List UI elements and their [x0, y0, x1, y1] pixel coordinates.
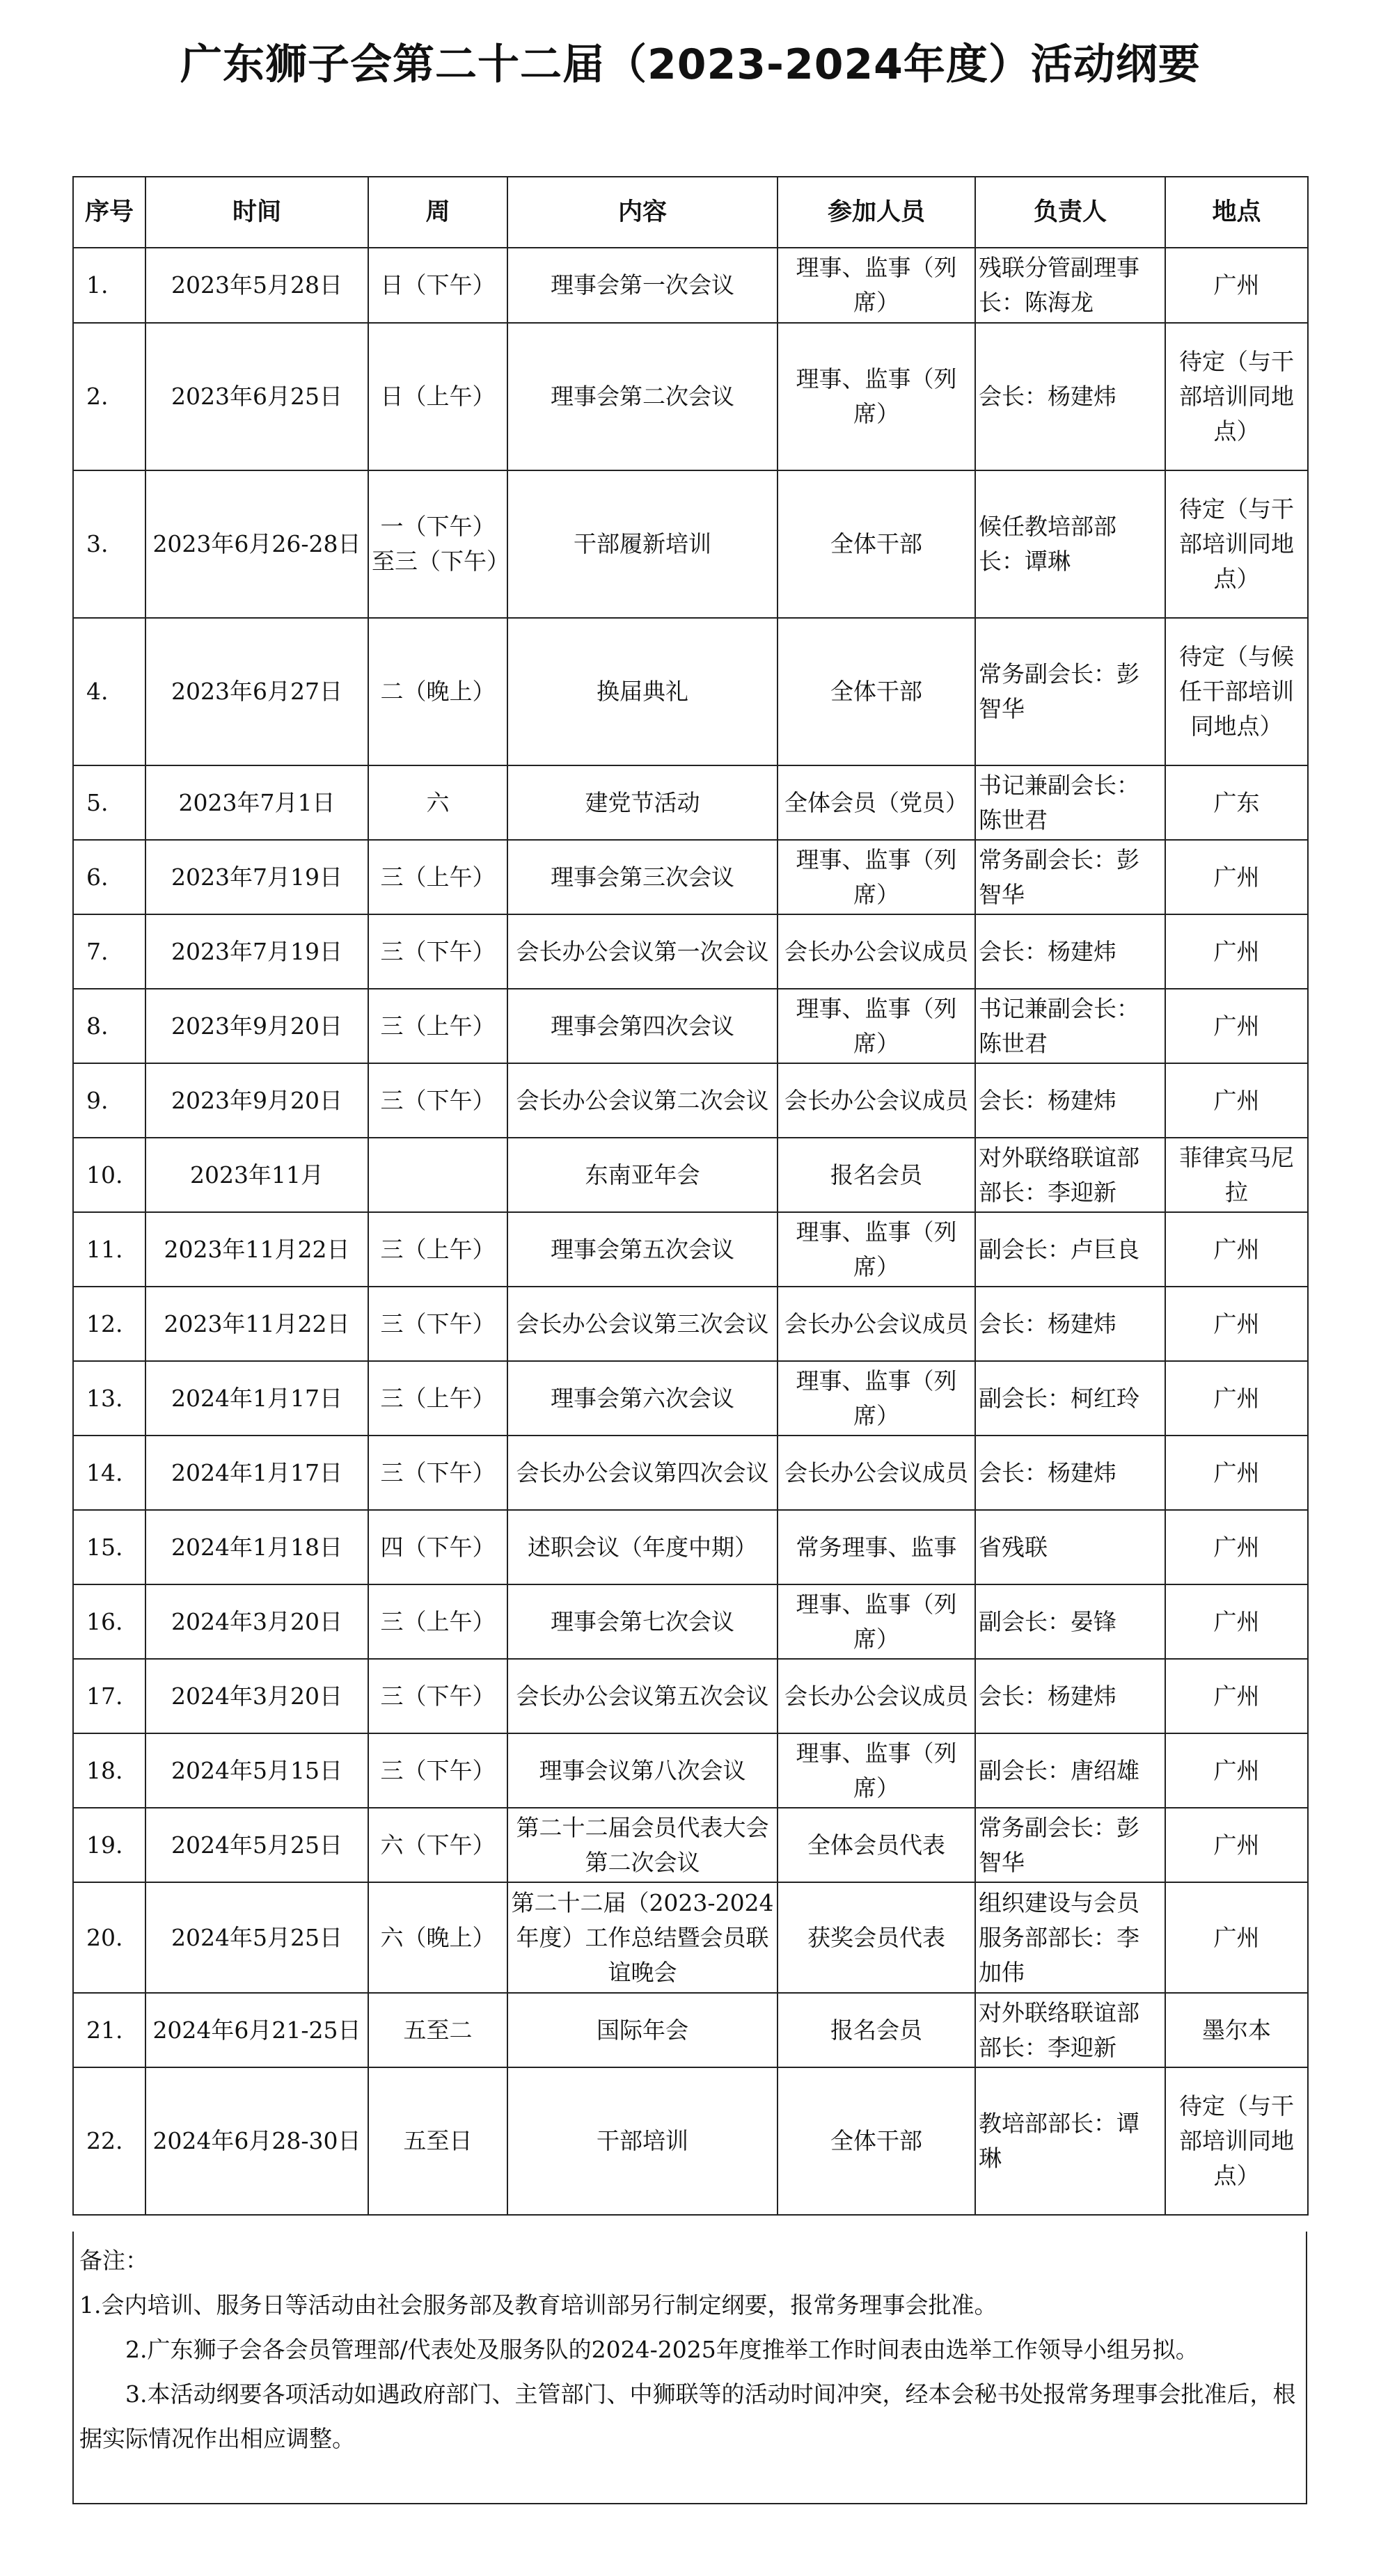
- cell-weekday: 三（下午）: [368, 1287, 507, 1361]
- cell-weekday: 三（下午）: [368, 1436, 507, 1510]
- table-row: [73, 1733, 1308, 1808]
- cell-person-in-charge: 会长：杨建炜: [975, 1063, 1165, 1138]
- cell-content: 理事会第三次会议: [507, 840, 778, 914]
- cell-weekday: 三（上午）: [368, 989, 507, 1063]
- cell-person-in-charge: 副会长：卢巨良: [975, 1212, 1165, 1287]
- cell-location: 广州: [1165, 1584, 1308, 1659]
- cell-participants: 全体会员代表: [778, 1808, 975, 1882]
- cell-time: 2024年5月25日: [145, 1808, 368, 1882]
- notes-heading: 备注：: [79, 2247, 148, 2274]
- cell-location: 广州: [1165, 1733, 1308, 1808]
- cell-content: 理事会第六次会议: [507, 1361, 778, 1436]
- cell-content: 理事会第四次会议: [507, 989, 778, 1063]
- cell-seq: 11.: [73, 1212, 145, 1287]
- cell-person-in-charge: 会长：杨建炜: [975, 1659, 1165, 1733]
- cell-location: 待定（与干部培训同地点）: [1165, 470, 1308, 618]
- header-seq: 序号: [73, 177, 145, 248]
- cell-time: 2023年6月26-28日: [145, 470, 368, 618]
- cell-content: 述职会议（年度中期）: [507, 1510, 778, 1584]
- cell-time: 2023年7月19日: [145, 840, 368, 914]
- cell-person-in-charge: 常务副会长：彭智华: [975, 1808, 1165, 1882]
- cell-seq: 8.: [73, 989, 145, 1063]
- cell-weekday: 日（上午）: [368, 323, 507, 470]
- table-row: [73, 840, 1308, 914]
- cell-location: 待定（与干部培训同地点）: [1165, 323, 1308, 470]
- cell-location: 广州: [1165, 1882, 1308, 1993]
- cell-weekday: 六: [368, 765, 507, 840]
- cell-seq: 7.: [73, 914, 145, 989]
- cell-weekday: 一（下午）至三（下午）: [368, 470, 507, 618]
- cell-seq: 2.: [73, 323, 145, 470]
- cell-weekday: 五至日: [368, 2067, 507, 2215]
- cell-participants: 会长办公会议成员: [778, 1659, 975, 1733]
- table-row: [73, 1659, 1308, 1733]
- table-row: [73, 248, 1308, 323]
- cell-time: 2023年5月28日: [145, 248, 368, 323]
- cell-person-in-charge: 副会长：唐绍雄: [975, 1733, 1165, 1808]
- cell-weekday: 六（晚上）: [368, 1882, 507, 1993]
- cell-location: 待定（与候任干部培训同地点）: [1165, 618, 1308, 765]
- cell-weekday: 二（晚上）: [368, 618, 507, 765]
- cell-location: 广州: [1165, 1212, 1308, 1287]
- cell-content: 会长办公会议第四次会议: [507, 1436, 778, 1510]
- cell-seq: 9.: [73, 1063, 145, 1138]
- cell-participants: 理事、监事（列席）: [778, 989, 975, 1063]
- table-row: [73, 1138, 1308, 1212]
- cell-participants: 报名会员: [778, 1993, 975, 2067]
- cell-time: 2024年5月15日: [145, 1733, 368, 1808]
- cell-weekday: 三（上午）: [368, 1212, 507, 1287]
- cell-time: 2023年11月22日: [145, 1287, 368, 1361]
- header-person-in-charge: 负责人: [975, 177, 1165, 248]
- cell-weekday: 三（下午）: [368, 1659, 507, 1733]
- cell-content: 干部培训: [507, 2067, 778, 2215]
- cell-seq: 13.: [73, 1361, 145, 1436]
- table-row: [73, 1287, 1308, 1361]
- cell-seq: 18.: [73, 1733, 145, 1808]
- cell-weekday: 四（下午）: [368, 1510, 507, 1584]
- cell-weekday: 三（下午）: [368, 914, 507, 989]
- cell-participants: 常务理事、监事: [778, 1510, 975, 1584]
- cell-location: 广州: [1165, 1808, 1308, 1882]
- cell-person-in-charge: 省残联: [975, 1510, 1165, 1584]
- notes-section: [72, 2232, 1307, 2504]
- cell-participants: 会长办公会议成员: [778, 914, 975, 989]
- table-row: [73, 470, 1308, 618]
- cell-time: 2023年7月19日: [145, 914, 368, 989]
- note-item: 3.本活动纲要各项活动如遇政府部门、主管部门、中狮联等的活动时间冲突，经本会秘书处报常务理事会批准后，根据实际情况作出相应调整。: [79, 2380, 1296, 2452]
- cell-participants: 理事、监事（列席）: [778, 1212, 975, 1287]
- cell-person-in-charge: 会长：杨建炜: [975, 914, 1165, 989]
- cell-content: 干部履新培训: [507, 470, 778, 618]
- cell-time: 2024年6月28-30日: [145, 2067, 368, 2215]
- cell-person-in-charge: 会长：杨建炜: [975, 323, 1165, 470]
- cell-participants: 全体干部: [778, 2067, 975, 2215]
- note-item: 1.会内培训、服务日等活动由社会服务部及教育培训部另行制定纲要，报常务理事会批准。: [79, 2291, 997, 2319]
- cell-time: 2023年9月20日: [145, 989, 368, 1063]
- cell-seq: 15.: [73, 1510, 145, 1584]
- cell-weekday: 三（下午）: [368, 1733, 507, 1808]
- cell-participants: 理事、监事（列席）: [778, 248, 975, 323]
- cell-person-in-charge: 对外联络联谊部部长：李迎新: [975, 1993, 1165, 2067]
- cell-time: 2024年1月18日: [145, 1510, 368, 1584]
- cell-location: 广州: [1165, 914, 1308, 989]
- cell-participants: 理事、监事（列席）: [778, 1361, 975, 1436]
- cell-time: 2023年6月27日: [145, 618, 368, 765]
- cell-person-in-charge: 候任教培部部长：谭琳: [975, 470, 1165, 618]
- cell-seq: 22.: [73, 2067, 145, 2215]
- cell-seq: 21.: [73, 1993, 145, 2067]
- cell-participants: 会长办公会议成员: [778, 1436, 975, 1510]
- cell-time: 2023年6月25日: [145, 323, 368, 470]
- table-row: [73, 1510, 1308, 1584]
- cell-seq: 3.: [73, 470, 145, 618]
- cell-seq: 19.: [73, 1808, 145, 1882]
- cell-weekday: 五至二: [368, 1993, 507, 2067]
- header-participants: 参加人员: [778, 177, 975, 248]
- cell-time: 2023年9月20日: [145, 1063, 368, 1138]
- cell-content: 东南亚年会: [507, 1138, 778, 1212]
- cell-location: 广州: [1165, 1659, 1308, 1733]
- cell-time: 2024年1月17日: [145, 1436, 368, 1510]
- cell-seq: 6.: [73, 840, 145, 914]
- cell-location: 广东: [1165, 765, 1308, 840]
- page-title: 广东狮子会第二十二届（2023-2024年度）活动纲要: [180, 40, 1201, 89]
- cell-person-in-charge: 残联分管副理事长：陈海龙: [975, 248, 1165, 323]
- cell-seq: 1.: [73, 248, 145, 323]
- cell-location: 广州: [1165, 989, 1308, 1063]
- cell-participants: 理事、监事（列席）: [778, 1733, 975, 1808]
- cell-participants: 获奖会员代表: [778, 1882, 975, 1993]
- header-weekday: 周: [368, 177, 507, 248]
- cell-location: 广州: [1165, 1361, 1308, 1436]
- cell-weekday: 三（上午）: [368, 1584, 507, 1659]
- cell-seq: 10.: [73, 1138, 145, 1212]
- cell-content: 会长办公会议第五次会议: [507, 1659, 778, 1733]
- cell-participants: 会长办公会议成员: [778, 1063, 975, 1138]
- cell-person-in-charge: 会长：杨建炜: [975, 1287, 1165, 1361]
- cell-person-in-charge: 副会长：柯红玲: [975, 1361, 1165, 1436]
- cell-content: 会长办公会议第三次会议: [507, 1287, 778, 1361]
- table-row: [73, 1063, 1308, 1138]
- table-row: [73, 323, 1308, 470]
- cell-seq: 4.: [73, 618, 145, 765]
- cell-time: 2024年6月21-25日: [145, 1993, 368, 2067]
- cell-person-in-charge: 书记兼副会长：陈世君: [975, 765, 1165, 840]
- cell-location: 墨尔本: [1165, 1993, 1308, 2067]
- cell-time: 2023年11月: [145, 1138, 368, 1212]
- cell-person-in-charge: 对外联络联谊部部长：李迎新: [975, 1138, 1165, 1212]
- header-content: 内容: [507, 177, 778, 248]
- schedule-table: [72, 176, 1309, 2216]
- table-row: [73, 618, 1308, 765]
- cell-content: 理事会第五次会议: [507, 1212, 778, 1287]
- cell-weekday: [368, 1138, 507, 1212]
- cell-weekday: 六（下午）: [368, 1808, 507, 1882]
- cell-location: 广州: [1165, 1510, 1308, 1584]
- cell-person-in-charge: 会长：杨建炜: [975, 1436, 1165, 1510]
- cell-time: 2024年3月20日: [145, 1584, 368, 1659]
- cell-content: 建党节活动: [507, 765, 778, 840]
- cell-participants: 全体干部: [778, 618, 975, 765]
- cell-content: 换届典礼: [507, 618, 778, 765]
- cell-time: 2024年1月17日: [145, 1361, 368, 1436]
- cell-location: 广州: [1165, 248, 1308, 323]
- cell-participants: 报名会员: [778, 1138, 975, 1212]
- cell-seq: 20.: [73, 1882, 145, 1993]
- header-location: 地点: [1165, 177, 1308, 248]
- cell-time: 2024年5月25日: [145, 1882, 368, 1993]
- table-row: [73, 1584, 1308, 1659]
- table-row: [73, 914, 1308, 989]
- cell-person-in-charge: 常务副会长：彭智华: [975, 618, 1165, 765]
- cell-weekday: 三（下午）: [368, 1063, 507, 1138]
- cell-participants: 全体会员（党员）: [778, 765, 975, 840]
- cell-seq: 17.: [73, 1659, 145, 1733]
- table-row: [73, 765, 1308, 840]
- cell-location: 广州: [1165, 1436, 1308, 1510]
- cell-seq: 16.: [73, 1584, 145, 1659]
- cell-seq: 12.: [73, 1287, 145, 1361]
- cell-content: 理事会第一次会议: [507, 248, 778, 323]
- cell-participants: 理事、监事（列席）: [778, 1584, 975, 1659]
- cell-content: 第二十二届（2023-2024年度）工作总结暨会员联谊晚会: [507, 1882, 778, 1993]
- cell-time: 2024年3月20日: [145, 1659, 368, 1733]
- cell-person-in-charge: 组织建设与会员服务部部长：李加伟: [975, 1882, 1165, 1993]
- cell-person-in-charge: 书记兼副会长：陈世君: [975, 989, 1165, 1063]
- cell-participants: 理事、监事（列席）: [778, 323, 975, 470]
- cell-seq: 14.: [73, 1436, 145, 1510]
- cell-content: 国际年会: [507, 1993, 778, 2067]
- note-item: 2.广东狮子会各会员管理部/代表处及服务队的2024-2025年度推举工作时间表由选举工作领导小组另拟。: [125, 2336, 1199, 2363]
- cell-location: 待定（与干部培训同地点）: [1165, 2067, 1308, 2215]
- cell-content: 会长办公会议第一次会议: [507, 914, 778, 989]
- cell-content: 第二十二届会员代表大会第二次会议: [507, 1808, 778, 1882]
- table-row: [73, 1808, 1308, 1882]
- cell-location: 广州: [1165, 840, 1308, 914]
- cell-weekday: 三（上午）: [368, 1361, 507, 1436]
- table-header-row: [73, 177, 1308, 248]
- cell-location: 广州: [1165, 1063, 1308, 1138]
- cell-location: 菲律宾马尼拉: [1165, 1138, 1308, 1212]
- table-row: [73, 1993, 1308, 2067]
- cell-participants: 理事、监事（列席）: [778, 840, 975, 914]
- cell-participants: 全体干部: [778, 470, 975, 618]
- cell-person-in-charge: 常务副会长：彭智华: [975, 840, 1165, 914]
- table-row: [73, 2067, 1308, 2215]
- cell-content: 会长办公会议第二次会议: [507, 1063, 778, 1138]
- header-time: 时间: [145, 177, 368, 248]
- table-row: [73, 1882, 1308, 1993]
- cell-content: 理事会议第八次会议: [507, 1733, 778, 1808]
- cell-seq: 5.: [73, 765, 145, 840]
- cell-location: 广州: [1165, 1287, 1308, 1361]
- table-row: [73, 989, 1308, 1063]
- table-row: [73, 1212, 1308, 1287]
- cell-person-in-charge: 副会长：晏锋: [975, 1584, 1165, 1659]
- cell-content: 理事会第二次会议: [507, 323, 778, 470]
- table-row: [73, 1436, 1308, 1510]
- cell-participants: 会长办公会议成员: [778, 1287, 975, 1361]
- cell-person-in-charge: 教培部部长：谭琳: [975, 2067, 1165, 2215]
- cell-content: 理事会第七次会议: [507, 1584, 778, 1659]
- cell-time: 2023年7月1日: [145, 765, 368, 840]
- cell-time: 2023年11月22日: [145, 1212, 368, 1287]
- cell-weekday: 三（上午）: [368, 840, 507, 914]
- cell-weekday: 日（下午）: [368, 248, 507, 323]
- table-row: [73, 1361, 1308, 1436]
